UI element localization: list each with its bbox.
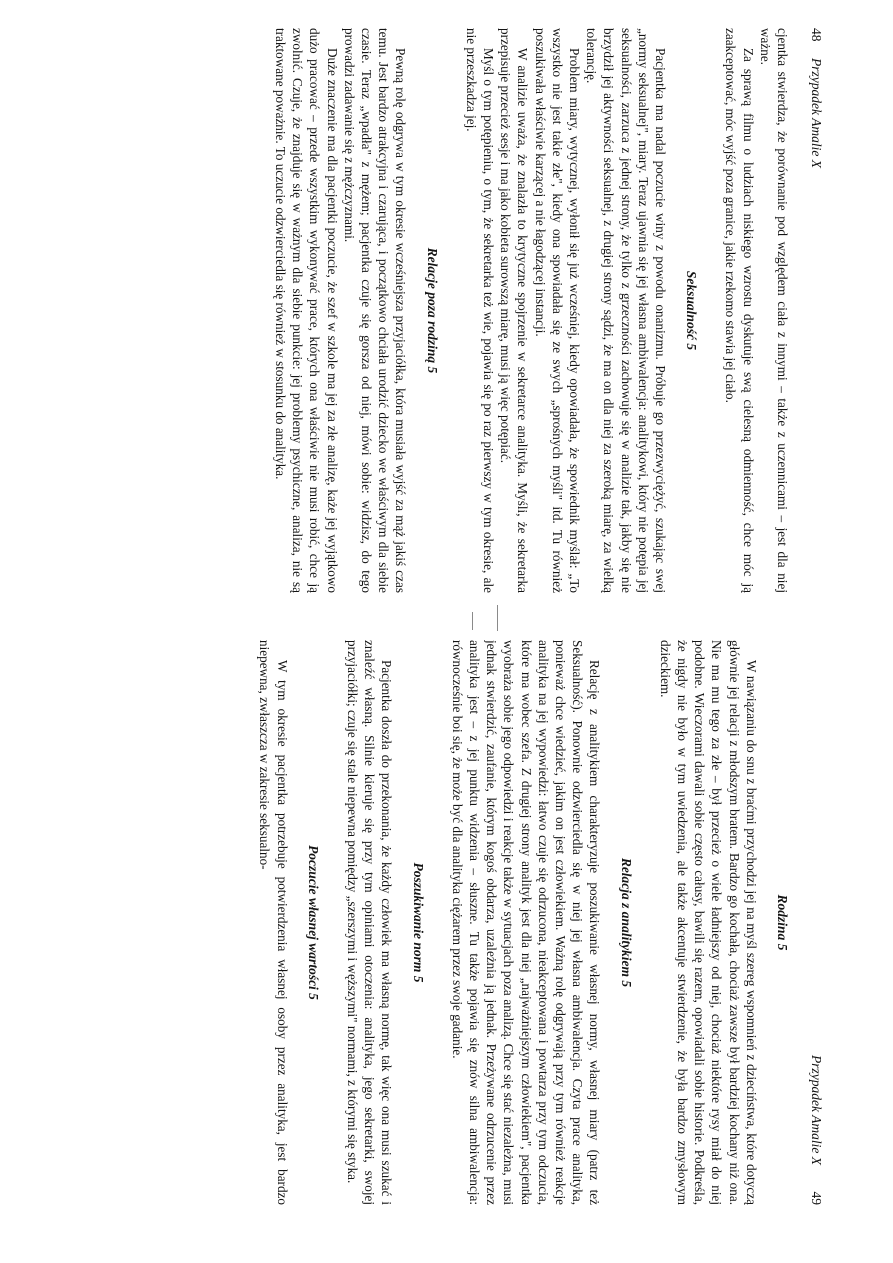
paragraph: Problem miary, wytycznej, wyłonił się już wcześniej, kiedy opowiadała, że spowiednik myślał: „To wszystko nie jest takie złe", kiedy ona spowiadała się ze swych „sprośnych myśli" itd. Tu również poszukiwała właściwie karzącej a nie łagodzącej instancji. [532,28,582,593]
page-number: 49 [809,1191,824,1205]
paragraph: W analizie uważa, że znalazła to krytyczne spojrzenie w sekretarce analityka. Myśli, że sekretarka przepisuje przecież sesje i ma jako kobieta surowszą miarę, musi ją więc potępiać. [498,28,531,593]
right-page [45,640,825,1205]
section-heading: Poszukiwanie norm 5 [410,862,426,983]
paragraph: W tym okresie pacjentka potrzebuje potwierdzenia własnej osoby przez analityka, jest bardzo niepewna, zwłaszcza w zakresie seksualno- [257,640,290,1205]
paragraph: Duże znaczenie ma dla pacjentki poczucie, że szef w szkole ma jej za złe analizę, każe jej wyjątkowo dużo pracować – przede wszystkim wykonywać prace, których ona właściwie nie musi robić, chce ją zwolnić. Czuje, że znajduje się w ważnym dla siebie punkcie: jej problemy psychiczne, analiza, nie są traktowane poważnie. To uczucie odzwierciedla się również w stosunku do analityka. [272,28,340,593]
gutter-mark [472,612,473,630]
section-heading: Rodzina 5 [775,894,790,951]
left-page [45,28,825,593]
paragraph: Pacjentka doszła do przekonania, że każdy człowiek ma własną normę, tak więc ona musi szukać i znaleźć własną. Silnie kieruje się przy tym opiniami otoczenia: analityka, jego sekretarki, swojej przyjaciółki; czuje się stale niepewna pomiędzy „szerszymi i węższymi" normami, z którymi się styka. [344,640,395,1205]
section-heading: Relacje poza rodziną 5 [424,247,440,374]
paragraph: W nawiązaniu do snu z braćmi przychodzi jej na myśl szereg wspomnień z dzieciństwa, które dotyczą głównie jej relacji z młodszym bratem. Bardzo go kochała, chociaż zawsze był bardziej kochany niż ona. Nie ma mu tego za złe – był przecież o wiele ładniejszy od niej, chociaż niektóre rysy miał do niej podobne. Wieczorami dawali sobie często całusy, bawili się razem, opowiadali sobie historie. Podkreśla, że nigdy nie było w tym uwiedzenia, ale także akcentuje stwierdzenie, że była bardzo zmysłowym dzieckiem. [657,640,759,1205]
running-title: Przypadek Amalie X [809,58,824,168]
paragraph: Za sprawą filmu o ludziach niskiego wzrostu dyskutuje swą cielesną odmienność, chce móc ją zaakceptować, móc wyjść poza granice, jakie rzekomo stawia jej ciało. [723,28,756,593]
paragraph: Relację z analitykiem charakteryzuje poszukiwanie własnej normy, własnej miary (patrz też Seksualność). Ponownie odzwierciedla się w niej jej własna ambiwalencja. Czyta prace analityka, ponieważ chce wiedzieć, jakim on jest człowiekiem. Ważną rolę odgrywają przy tym również reakcje analityka na jej wypowiedzi: łatwo czuje się odrzucona, nieakceptowana i powtarza przy tym odczucia, które ma wobec szefa. Z drugiej strony analityk jest dla niej „najważniejszym człowiekiem", pacjentka wyobraża sobie jego odpowiedzi i reakcje także w sytuacjach poza analizą. Chce się stać niezależna, musi jednak stwierdzić, zaufanie, którym kogoś obdarza, uzależnia ją jednak. Przeżywane odrzucenie przez analityka jest – z jej punktu widzenia – słuszne. Tu także pojawia się znów silna ambiwalencja: równocześnie boi się, że może być dla analityka ciężarem przez swoje gadanie. [449,640,603,1205]
section-heading: Seksualność 5 [684,270,700,351]
paragraph: cjentka stwierdza, że porównanie pod względem ciała z innymi – także z uczennicami – jest dla niej ważne. [757,28,790,593]
section-heading: Poczucie własnej wartości 5 [305,845,321,1000]
page-number: 48 [809,28,824,42]
paragraph: Myśl o tym potępieniu, o tym, że sekretarka też wie, pojawia się po raz pierwszy w tym okresie, ale nie przeszkadza jej. [463,28,496,593]
right-page-header [807,640,825,1205]
running-title: Przypadek Amalie X [809,1055,824,1165]
gutter-mark [497,605,498,631]
left-page-header [807,28,825,593]
paragraph: Pewną rolę odgrywa w tym okresie wcześniejsza przyjaciółka, która musiała wyjść za mąż jakiś czas temu. Jest bardzo atrakcyjna i czarująca, i początkowo chciała urodzić dziecko we właściwym dla siebie czasie. Teraz „wpadła" z mężem; pacjentka czuje się gorsza od niej, mówi sobie: widzisz, do tego prowadzi zadawanie się z mężczyznami. [341,28,409,593]
paragraph: Pacjentka ma nadal poczucie winy z powodu onanizmu. Próbuje go przezwyciężyć, szukając swej „normy seksualnej", miary. Teraz ujawnia się jej własna ambiwalencja: analitykowi, który nie potępia jej seksualności, zarzuca z jednej strony, że tylko z grzeczności zachowuje się w analizie tak, jakby się nie brzydził jej aktywności seksualnej, z drugiej strony sądzi, że ma on dla niej za szeroką miarę, za wielką tolerancję. [584,28,668,593]
section-heading: Relacja z analitykiem 5 [618,857,634,988]
